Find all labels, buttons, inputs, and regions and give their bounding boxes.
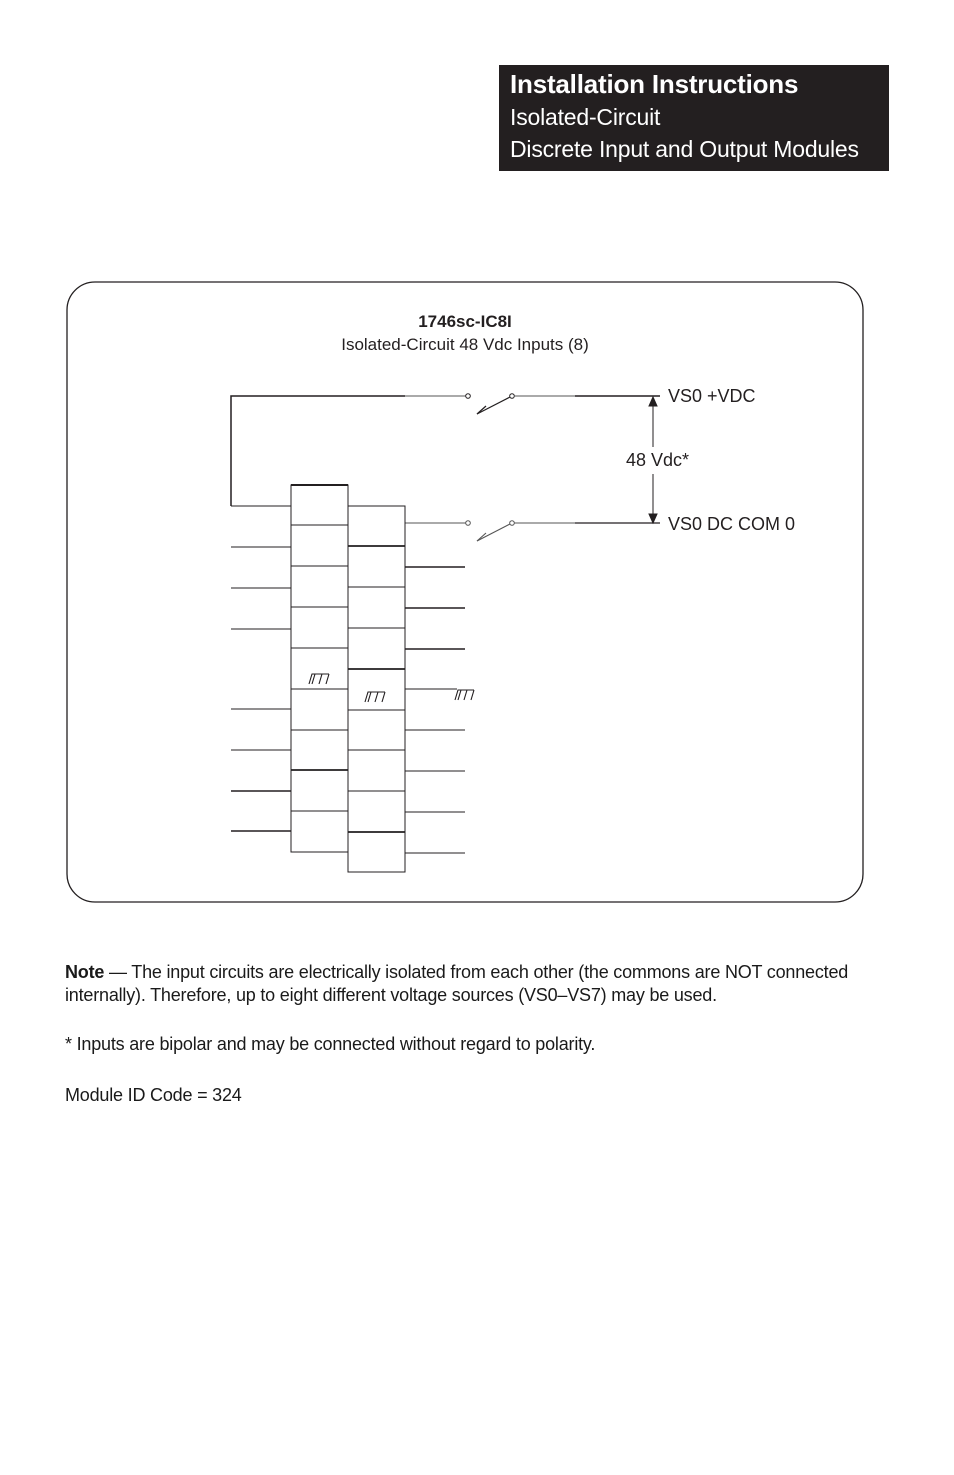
note-label: Note (65, 962, 105, 982)
note-text: — The input circuits are electrically isolated from each other (the commons are NOT connected internally). Therefore, up to eight different voltage sources (VS0–VS7) may be used. (65, 962, 849, 1005)
terminal-block-right (348, 506, 405, 872)
terminal-block-left (291, 485, 348, 852)
module-description: Isolated-Circuit 48 Vdc Inputs (8) (341, 335, 589, 354)
footnote: * Inputs are bipolar and may be connected without regard to polarity. (65, 1034, 596, 1054)
note-paragraph (65, 961, 875, 1007)
right-wire-stubs (405, 567, 465, 853)
module-model: 1746sc-IC8I (418, 312, 512, 331)
com-circuit (405, 521, 660, 541)
chassis-ground-icon (455, 690, 474, 700)
page-title: Installation Instructions (510, 69, 799, 99)
label-vs0-com: VS0 DC COM 0 (668, 514, 796, 534)
label-48vdc: 48 Vdc* (626, 450, 690, 470)
label-vs0-vdc: VS0 +VDC (668, 386, 756, 406)
page-subtitle-line1: Isolated-Circuit (510, 104, 661, 130)
left-wire-stubs (231, 506, 291, 831)
module-id-code: Module ID Code = 324 (65, 1085, 242, 1105)
page-subtitle-line2: Discrete Input and Output Modules (510, 136, 859, 162)
diagram-frame (67, 282, 863, 902)
